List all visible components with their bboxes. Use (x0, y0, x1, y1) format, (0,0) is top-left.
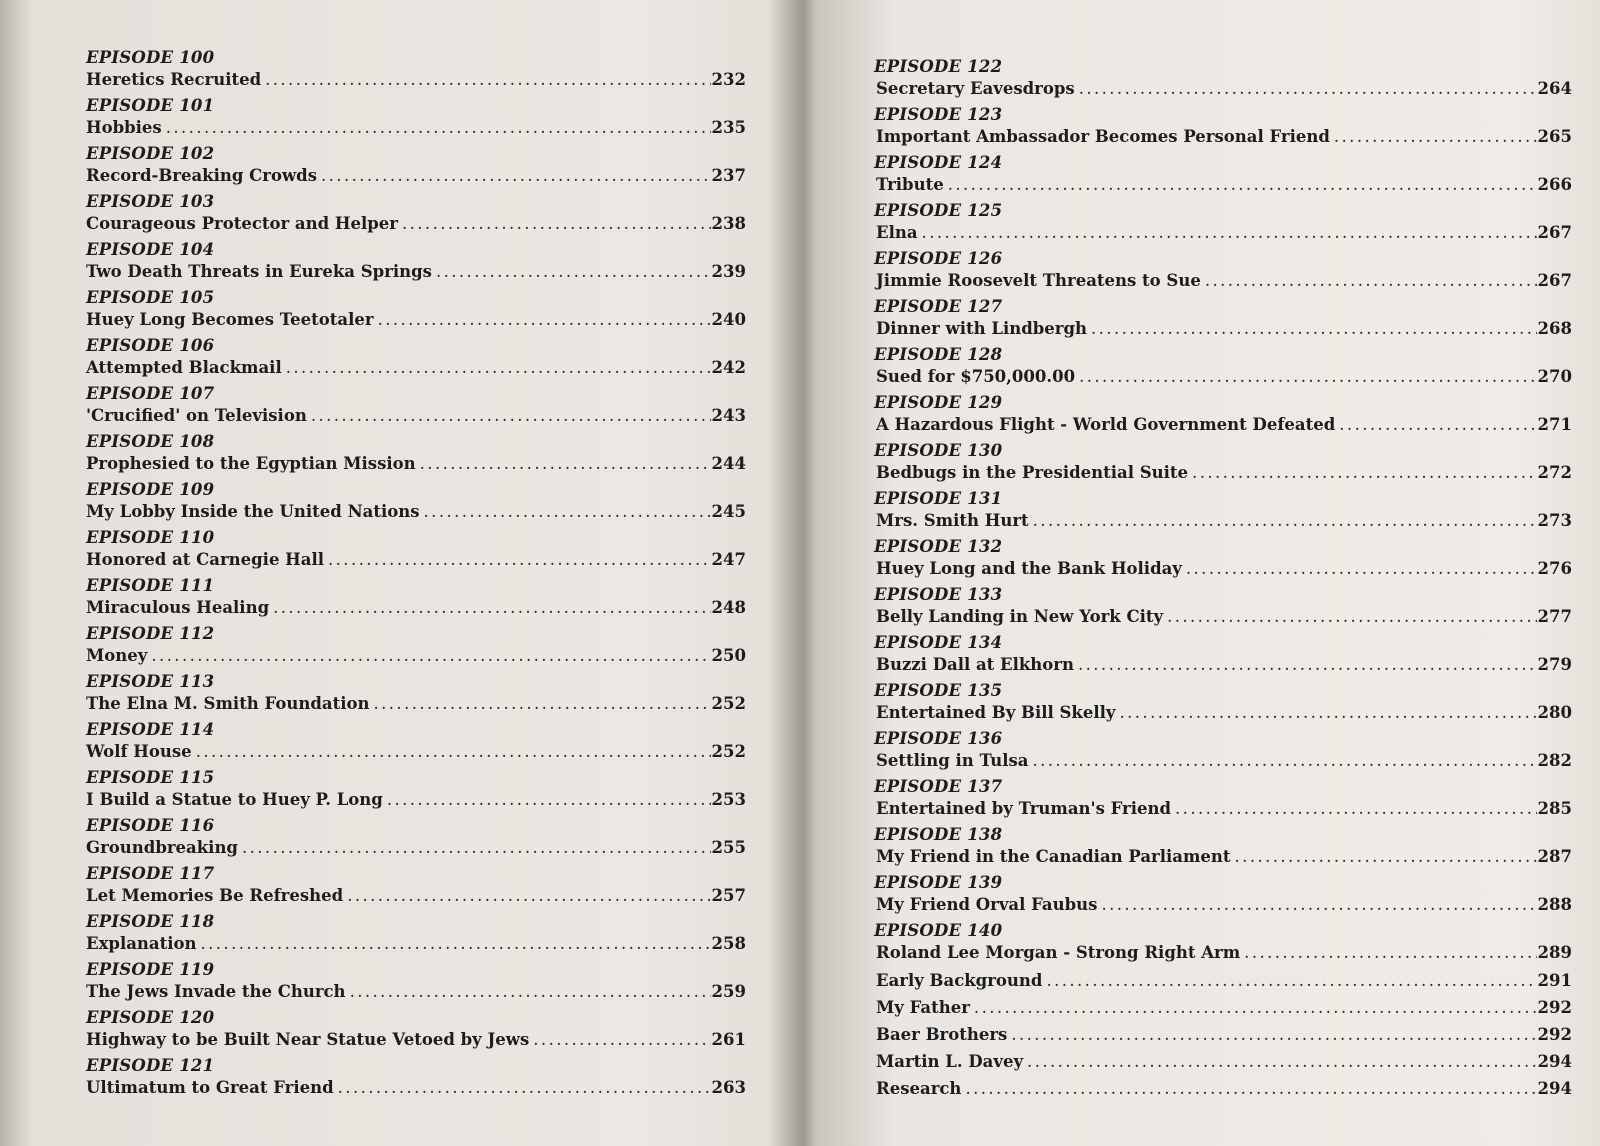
dot-leader (1079, 365, 1536, 389)
episode-label: EPISODE 109 (86, 480, 215, 499)
dot-leader (311, 404, 711, 428)
episode-label: EPISODE 106 (86, 336, 215, 355)
episode-label: EPISODE 132 (874, 537, 1003, 556)
toc-line (56, 164, 746, 188)
dot-leader (1011, 1023, 1536, 1047)
page-number: 292 (1537, 998, 1572, 1017)
entry-title: Jimmie Roosevelt Threatens to Sue (876, 271, 1201, 290)
page-number: 261 (711, 1030, 746, 1049)
episode-label: EPISODE 122 (874, 57, 1003, 76)
episode-label: EPISODE 129 (874, 393, 1003, 412)
entry-title: Martin L. Davey (876, 1052, 1024, 1071)
dot-leader (378, 308, 711, 332)
toc-entry (56, 624, 746, 672)
page-number: 239 (711, 262, 746, 281)
toc-line (56, 452, 746, 476)
episode-label: EPISODE 121 (86, 1056, 215, 1075)
page-number: 264 (1537, 79, 1572, 98)
toc-entry (872, 825, 1572, 873)
entry-title: Miraculous Healing (86, 598, 270, 617)
entry-title: Highway to be Built Near Statue Vetoed by Jews (86, 1030, 530, 1049)
toc-entry (56, 288, 746, 336)
toc-line (872, 317, 1572, 341)
toc-line (872, 125, 1572, 149)
toc-entry (56, 336, 746, 384)
dot-leader (1033, 509, 1537, 533)
episode-label: EPISODE 123 (874, 105, 1003, 124)
entry-title: Secretary Eavesdrops (876, 79, 1075, 98)
toc-entry (56, 576, 746, 624)
page-number: 243 (711, 406, 746, 425)
entry-title: Heretics Recruited (86, 70, 262, 89)
toc-entry (872, 996, 1572, 1023)
dot-leader (151, 644, 710, 668)
toc-line (872, 653, 1572, 677)
page-number: 282 (1537, 751, 1572, 770)
toc-entry (872, 681, 1572, 729)
episode-label: EPISODE 136 (874, 729, 1003, 748)
toc-line (56, 260, 746, 284)
toc-entry (56, 96, 746, 144)
toc-line (872, 996, 1572, 1020)
toc-line (872, 845, 1572, 869)
toc-line (56, 116, 746, 140)
episode-label: EPISODE 140 (874, 921, 1003, 940)
toc-line (56, 836, 746, 860)
episode-label: EPISODE 128 (874, 345, 1003, 364)
toc-line (872, 969, 1572, 993)
toc-line (56, 68, 746, 92)
page-number: 248 (711, 598, 746, 617)
toc-line (872, 941, 1572, 965)
dot-leader (420, 452, 711, 476)
page-number: 242 (711, 358, 746, 377)
entry-title: Wolf House (86, 742, 192, 761)
page-number: 252 (711, 742, 746, 761)
episode-label: EPISODE 104 (86, 240, 215, 259)
entry-title: Elna (876, 223, 918, 242)
entry-title: Honored at Carnegie Hall (86, 550, 325, 569)
dot-leader (1167, 605, 1536, 629)
toc-entry (872, 585, 1572, 633)
entry-title: Attempted Blackmail (86, 358, 282, 377)
page-number: 245 (711, 502, 746, 521)
page-number: 240 (711, 310, 746, 329)
entry-title: Hobbies (86, 118, 162, 137)
episode-label: EPISODE 135 (874, 681, 1003, 700)
toc-entry (872, 105, 1572, 153)
episode-label: EPISODE 134 (874, 633, 1003, 652)
toc-line (872, 77, 1572, 101)
entry-title: Groundbreaking (86, 838, 238, 857)
entry-title: Sued for $750,000.00 (876, 367, 1076, 386)
dot-leader (1046, 969, 1536, 993)
entry-title: Buzzi Dall at Elkhorn (876, 655, 1074, 674)
dot-leader (273, 596, 710, 620)
episode-label: EPISODE 139 (874, 873, 1003, 892)
page-number: 276 (1537, 559, 1572, 578)
toc-entry (872, 873, 1572, 921)
entry-title: Entertained By Bill Skelly (876, 703, 1116, 722)
dot-leader (1078, 653, 1537, 677)
toc-line (872, 509, 1572, 533)
dot-leader (1244, 941, 1536, 965)
entry-title: Roland Lee Morgan - Strong Right Arm (876, 943, 1241, 962)
page-number: 252 (711, 694, 746, 713)
toc-entry (56, 816, 746, 864)
episode-label: EPISODE 138 (874, 825, 1003, 844)
episode-label: EPISODE 108 (86, 432, 215, 451)
toc-line (872, 413, 1572, 437)
entry-title: Record-Breaking Crowds (86, 166, 318, 185)
toc-list-left (56, 48, 746, 1104)
toc-entry (872, 921, 1572, 969)
episode-label: EPISODE 115 (86, 768, 215, 787)
page-number: 280 (1537, 703, 1572, 722)
dot-leader (1027, 1050, 1537, 1074)
page-number: 285 (1537, 799, 1572, 818)
page-number: 277 (1537, 607, 1572, 626)
entry-title: Explanation (86, 934, 197, 953)
entry-title: Money (86, 646, 148, 665)
toc-entry (56, 1008, 746, 1056)
episode-label: EPISODE 101 (86, 96, 215, 115)
toc-entry (56, 432, 746, 480)
toc-entry (56, 480, 746, 528)
toc-entry (56, 864, 746, 912)
dot-leader (242, 836, 711, 860)
episode-label: EPISODE 105 (86, 288, 215, 307)
page-number: 255 (711, 838, 746, 857)
entry-title: I Build a Statue to Huey P. Long (86, 790, 383, 809)
episode-label: EPISODE 119 (86, 960, 215, 979)
toc-entry (56, 192, 746, 240)
toc-line (56, 500, 746, 524)
episode-label: EPISODE 100 (86, 48, 215, 67)
toc-entry (872, 633, 1572, 681)
episode-label: EPISODE 117 (86, 864, 215, 883)
toc-line (872, 365, 1572, 389)
toc-line (872, 221, 1572, 245)
page-number: 267 (1537, 271, 1572, 290)
toc-line (56, 788, 746, 812)
dot-leader (338, 1076, 711, 1100)
dot-leader (1192, 461, 1537, 485)
episode-label: EPISODE 126 (874, 249, 1003, 268)
toc-line (872, 173, 1572, 197)
entry-title: My Lobby Inside the United Nations (86, 502, 420, 521)
right-page (812, 0, 1600, 1146)
toc-entry (872, 201, 1572, 249)
toc-entry (872, 393, 1572, 441)
entry-title: Two Death Threats in Eureka Springs (86, 262, 432, 281)
page-number: 272 (1537, 463, 1572, 482)
dot-leader (1205, 269, 1537, 293)
page-number: 266 (1537, 175, 1572, 194)
toc-entry (56, 1056, 746, 1104)
episode-label: EPISODE 113 (86, 672, 215, 691)
toc-entry (56, 912, 746, 960)
dot-leader (965, 1077, 1536, 1101)
dot-leader (347, 884, 710, 908)
entry-title: Belly Landing in New York City (876, 607, 1164, 626)
dot-leader (1119, 701, 1536, 725)
dot-leader (321, 164, 711, 188)
entry-title: My Friend in the Canadian Parliament (876, 847, 1231, 866)
page-number: 257 (711, 886, 746, 905)
episode-label: EPISODE 116 (86, 816, 215, 835)
entry-title: Let Memories Be Refreshed (86, 886, 344, 905)
dot-leader (974, 996, 1537, 1020)
page-number: 258 (711, 934, 746, 953)
entry-title: Entertained by Truman's Friend (876, 799, 1172, 818)
episode-label: EPISODE 107 (86, 384, 215, 403)
episode-label: EPISODE 125 (874, 201, 1003, 220)
toc-entry (56, 384, 746, 432)
dot-leader (350, 980, 711, 1004)
entry-title: 'Crucified' on Television (86, 406, 307, 425)
page-number: 292 (1537, 1025, 1572, 1044)
toc-line (56, 212, 746, 236)
toc-entry (872, 249, 1572, 297)
toc-entry (872, 153, 1572, 201)
page-number: 267 (1537, 223, 1572, 242)
episode-label: EPISODE 114 (86, 720, 215, 739)
dot-leader (533, 1028, 710, 1052)
dot-leader (201, 932, 711, 956)
page-number: 294 (1537, 1052, 1572, 1071)
toc-entry (56, 528, 746, 576)
toc-entry (872, 297, 1572, 345)
toc-line (56, 692, 746, 716)
toc-line (872, 269, 1572, 293)
episode-label: EPISODE 133 (874, 585, 1003, 604)
page-number: 289 (1537, 943, 1572, 962)
page-number: 235 (711, 118, 746, 137)
toc-entry (872, 729, 1572, 777)
dot-leader (1235, 845, 1537, 869)
page-number: 294 (1537, 1079, 1572, 1098)
entry-title: Huey Long Becomes Teetotaler (86, 310, 374, 329)
toc-line (872, 1050, 1572, 1074)
dot-leader (1101, 893, 1536, 917)
toc-line (56, 308, 746, 332)
episode-label: EPISODE 118 (86, 912, 215, 931)
toc-line (56, 404, 746, 428)
page-number: 238 (711, 214, 746, 233)
episode-label: EPISODE 124 (874, 153, 1003, 172)
dot-leader (402, 212, 711, 236)
dot-leader (196, 740, 711, 764)
episode-label: EPISODE 102 (86, 144, 215, 163)
episode-label: EPISODE 111 (86, 576, 215, 595)
toc-entry (872, 777, 1572, 825)
page-number: 271 (1537, 415, 1572, 434)
page-number: 291 (1537, 971, 1572, 990)
dot-leader (1339, 413, 1536, 437)
toc-entry (872, 441, 1572, 489)
dot-leader (1091, 317, 1537, 341)
dot-leader (1186, 557, 1537, 581)
episode-label: EPISODE 137 (874, 777, 1003, 796)
dot-leader (922, 221, 1537, 245)
toc-line (872, 797, 1572, 821)
toc-line (56, 548, 746, 572)
toc-entry (56, 720, 746, 768)
entry-title: Bedbugs in the Presidential Suite (876, 463, 1189, 482)
toc-entry (56, 672, 746, 720)
entry-title: The Elna M. Smith Foundation (86, 694, 370, 713)
toc-entry (56, 144, 746, 192)
toc-line (56, 596, 746, 620)
entry-title: Tribute (876, 175, 944, 194)
page-number: 253 (711, 790, 746, 809)
page-number: 237 (711, 166, 746, 185)
page-number: 268 (1537, 319, 1572, 338)
dot-leader (373, 692, 710, 716)
entry-title: Important Ambassador Becomes Personal Friend (876, 127, 1330, 146)
dot-leader (424, 500, 711, 524)
toc-line (56, 740, 746, 764)
page-number: 265 (1537, 127, 1572, 146)
toc-line (872, 749, 1572, 773)
toc-entry (872, 57, 1572, 105)
episode-label: EPISODE 103 (86, 192, 215, 211)
entry-title: My Father (876, 998, 970, 1017)
toc-line (56, 1076, 746, 1100)
entry-title: Ultimatum to Great Friend (86, 1078, 334, 1097)
page-number: 273 (1537, 511, 1572, 530)
toc-line (872, 557, 1572, 581)
toc-line (872, 461, 1572, 485)
dot-leader (328, 548, 711, 572)
entry-title: Settling in Tulsa (876, 751, 1029, 770)
page-number: 279 (1537, 655, 1572, 674)
toc-line (872, 1023, 1572, 1047)
dot-leader (948, 173, 1537, 197)
page-number: 288 (1537, 895, 1572, 914)
toc-entry (872, 1050, 1572, 1077)
entry-title: Huey Long and the Bank Holiday (876, 559, 1182, 578)
entry-title: Research (876, 1079, 962, 1098)
page-number: 247 (711, 550, 746, 569)
entry-title: Baer Brothers (876, 1025, 1008, 1044)
entry-title: The Jews Invade the Church (86, 982, 346, 1001)
episode-label: EPISODE 112 (86, 624, 215, 643)
toc-list-right (872, 57, 1572, 1104)
episode-label: EPISODE 120 (86, 1008, 215, 1027)
toc-line (56, 356, 746, 380)
toc-entry (56, 960, 746, 1008)
toc-entry (872, 537, 1572, 585)
entry-title: My Friend Orval Faubus (876, 895, 1098, 914)
toc-entry (872, 969, 1572, 996)
entry-title: Early Background (876, 971, 1043, 990)
episode-label: EPISODE 127 (874, 297, 1003, 316)
page-number: 287 (1537, 847, 1572, 866)
toc-line (872, 605, 1572, 629)
dot-leader (1033, 749, 1537, 773)
page-number: 244 (711, 454, 746, 473)
page-number: 250 (711, 646, 746, 665)
episode-label: EPISODE 131 (874, 489, 1003, 508)
toc-line (56, 1028, 746, 1052)
page-number: 263 (711, 1078, 746, 1097)
dot-leader (1334, 125, 1537, 149)
episode-label: EPISODE 110 (86, 528, 215, 547)
toc-line (872, 701, 1572, 725)
toc-line (56, 932, 746, 956)
toc-entry (56, 240, 746, 288)
entry-title: Mrs. Smith Hurt (876, 511, 1029, 530)
toc-entry (872, 345, 1572, 393)
toc-line (56, 980, 746, 1004)
toc-line (56, 884, 746, 908)
toc-line (872, 893, 1572, 917)
toc-line (872, 1077, 1572, 1101)
entry-title: Prophesied to the Egyptian Mission (86, 454, 416, 473)
toc-entry (56, 48, 746, 96)
toc-entry (872, 1023, 1572, 1050)
page-number: 270 (1537, 367, 1572, 386)
dot-leader (1079, 77, 1537, 101)
entry-title: Courageous Protector and Helper (86, 214, 398, 233)
dot-leader (265, 68, 710, 92)
page-number: 232 (711, 70, 746, 89)
dot-leader (387, 788, 711, 812)
episode-label: EPISODE 130 (874, 441, 1003, 460)
dot-leader (286, 356, 711, 380)
entry-title: A Hazardous Flight - World Government Defeated (876, 415, 1336, 434)
dot-leader (1175, 797, 1537, 821)
toc-entry (872, 489, 1572, 537)
dot-leader (166, 116, 711, 140)
dot-leader (436, 260, 711, 284)
toc-line (56, 644, 746, 668)
toc-entry (56, 768, 746, 816)
entry-title: Dinner with Lindbergh (876, 319, 1088, 338)
toc-entry (872, 1077, 1572, 1104)
page-number: 259 (711, 982, 746, 1001)
